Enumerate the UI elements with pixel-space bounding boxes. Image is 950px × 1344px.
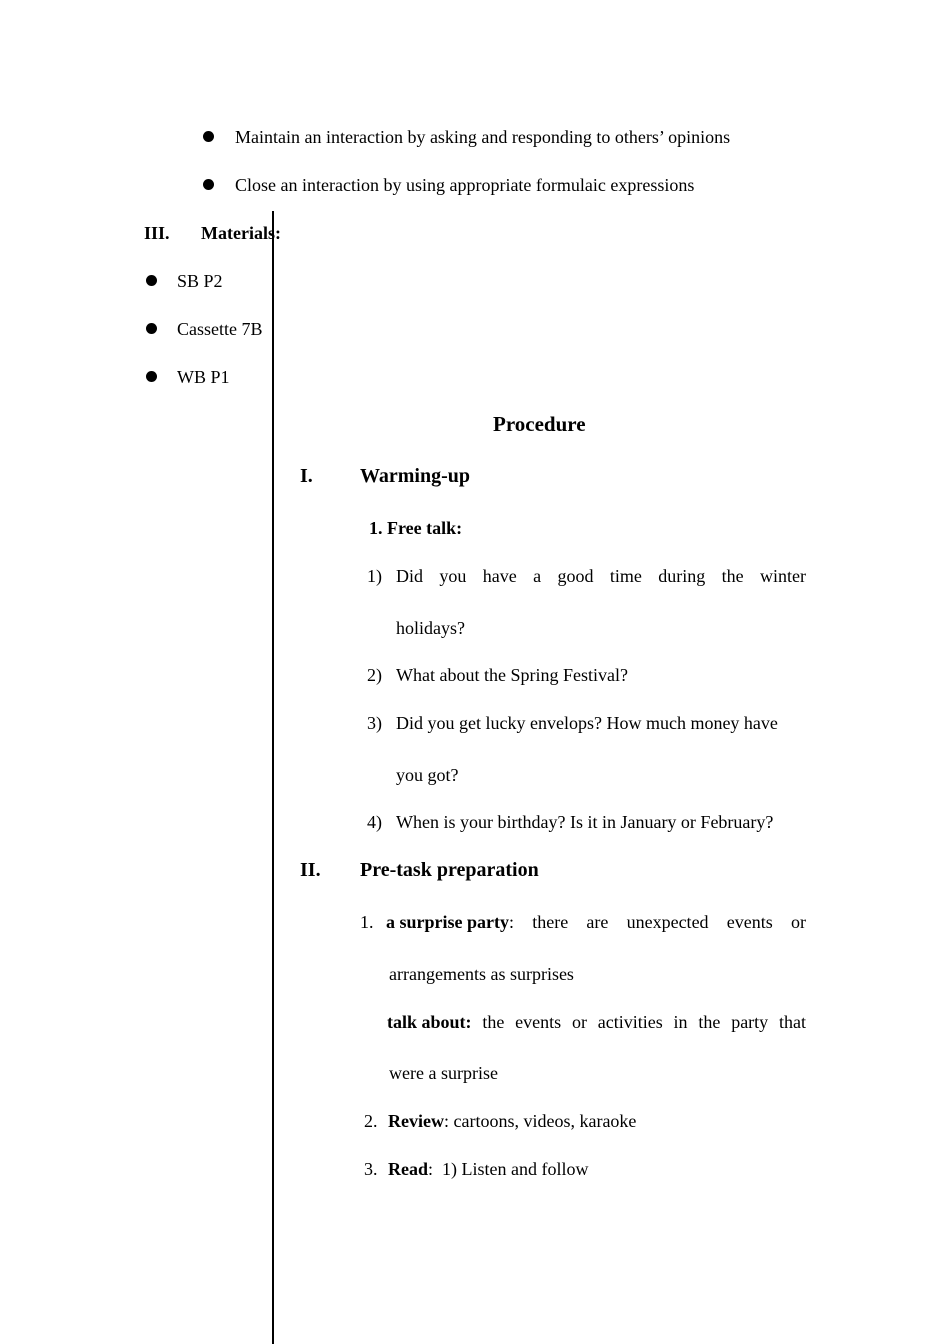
bullet-icon (203, 179, 214, 190)
vertical-rule-top (272, 211, 274, 723)
materials-heading: Materials: (201, 223, 281, 243)
question-text: When is your birthday? Is it in January or February? (396, 812, 774, 832)
bullet-icon (203, 131, 214, 142)
question-number: 2) (367, 665, 382, 685)
material-item: SB P2 (177, 271, 223, 291)
question-text: Did you have a good time during the winter (396, 566, 806, 586)
term: Read (388, 1159, 428, 1179)
vertical-rule-bottom (272, 712, 274, 1344)
question-number: 3) (367, 713, 382, 733)
bullet-icon (146, 371, 157, 382)
material-item: Cassette 7B (177, 319, 263, 339)
term: talk about: (387, 1012, 472, 1032)
objective-item: Close an interaction by using appropriate formulaic expressions (235, 175, 695, 195)
material-item: WB P1 (177, 367, 230, 387)
question-number: 1) (367, 566, 382, 586)
question-continuation: holidays? (396, 618, 465, 638)
warming-up-heading: Warming-up (360, 465, 471, 487)
objective-item: Maintain an interaction by asking and responding to others’ opinions (235, 127, 731, 147)
pre-task-item-text: Review: cartoons, videos, karaoke (388, 1111, 637, 1131)
pre-task-heading: Pre-task preparation (360, 859, 539, 881)
pre-task-item-number: 3. (364, 1159, 378, 1179)
pre-task-item-text: Read: 1) Listen and follow (388, 1159, 589, 1179)
pre-task-numeral: II. (300, 859, 321, 881)
bullet-icon (146, 323, 157, 334)
pre-task-item-number: 1. (360, 912, 374, 932)
pre-task-item-continuation: arrangements as surprises (389, 964, 574, 984)
pre-task-item-number: 2. (364, 1111, 378, 1131)
question-text: What about the Spring Festival? (396, 665, 628, 685)
question-text: Did you get lucky envelops? How much money have (396, 713, 778, 733)
pre-task-item-text: a surprise party: there are unexpected events or (386, 912, 806, 932)
term: a surprise party (386, 912, 509, 932)
procedure-title: Procedure (493, 412, 586, 436)
free-talk-heading: 1. Free talk: (369, 518, 463, 538)
question-number: 4) (367, 812, 382, 832)
pre-task-subitem-text: talk about: the events or activities in the party that (387, 1012, 806, 1032)
materials-numeral: III. (144, 223, 170, 243)
warming-up-numeral: I. (300, 465, 313, 487)
pre-task-subitem-continuation: were a surprise (389, 1063, 498, 1083)
bullet-icon (146, 275, 157, 286)
term: Review (388, 1111, 444, 1131)
question-continuation: you got? (396, 765, 459, 785)
